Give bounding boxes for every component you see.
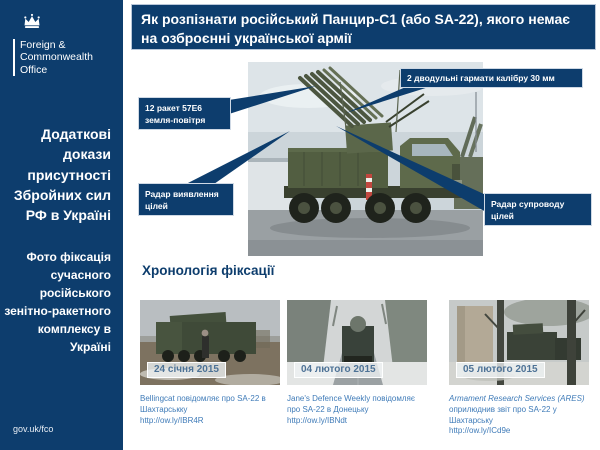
caption-text: Jane's Defence Weekly повідомляє про SA-22 в Донецьку: [287, 394, 415, 414]
logo-line-2: Commonwealth: [20, 51, 93, 64]
callout-guns: 2 дводульні гармати калібру 30 мм: [400, 68, 583, 88]
timeline-heading: Хронологія фіксації: [142, 263, 275, 278]
footer-url: gov.uk/fco: [13, 424, 54, 434]
caption-text: Bellingcat повідомляє про SA-22 в Шахтарськку: [140, 394, 266, 414]
timeline-photo-1: [140, 300, 280, 385]
timeline-photo-3: [449, 300, 589, 385]
caption-source-italic: Armament Research Services (ARES): [449, 394, 585, 403]
photo-date-badge: 04 лютого 2015: [294, 362, 383, 378]
sidebar-subheading: Фото фіксація сучасного російського зенітно-ракетного комплексу в Україні: [4, 250, 111, 354]
caption-text: оприлюднив звіт про SA-22 у Шахтарську: [449, 404, 557, 425]
sidebar-heading: Додаткові докази присутності Збройних сил РФ в Україні: [13, 126, 111, 224]
photo-caption-2: [287, 394, 428, 426]
logo-line-3: Office: [20, 63, 48, 76]
photo-caption-1: [140, 394, 281, 426]
logo-line-1: Foreign &: [20, 39, 66, 51]
caption-url: http://ow.ly/IBNdt: [287, 415, 348, 425]
caption-url: http://ow.ly/ICd9e: [449, 426, 511, 436]
caption-url: http://ow.ly/IBR4R: [140, 415, 204, 425]
photo-date-badge: 24 січня 2015: [147, 362, 226, 378]
logo-text: [13, 39, 116, 76]
royal-crest-icon: [22, 12, 42, 32]
callout-radar-tracking: Радар супроводу цілей: [484, 193, 592, 226]
header-bar: [131, 4, 596, 50]
sidebar: [0, 0, 123, 450]
fco-logo: [20, 12, 116, 76]
page-title: Як розпізнати російський Панцир-С1 (або SA-22), якого немає на озброєнні української армії: [141, 11, 570, 46]
callout-missiles: 12 ракет 57Е6 земля-повітря: [138, 97, 231, 130]
timeline-photo-2: [287, 300, 427, 385]
pantsir-photo: [248, 62, 483, 256]
photo-caption-3: [449, 394, 590, 437]
photo-date-badge: 05 лютого 2015: [456, 362, 545, 378]
callout-radar-detection: Радар виявлення цілей: [138, 183, 234, 216]
pantsir-photo-art: [248, 62, 483, 256]
